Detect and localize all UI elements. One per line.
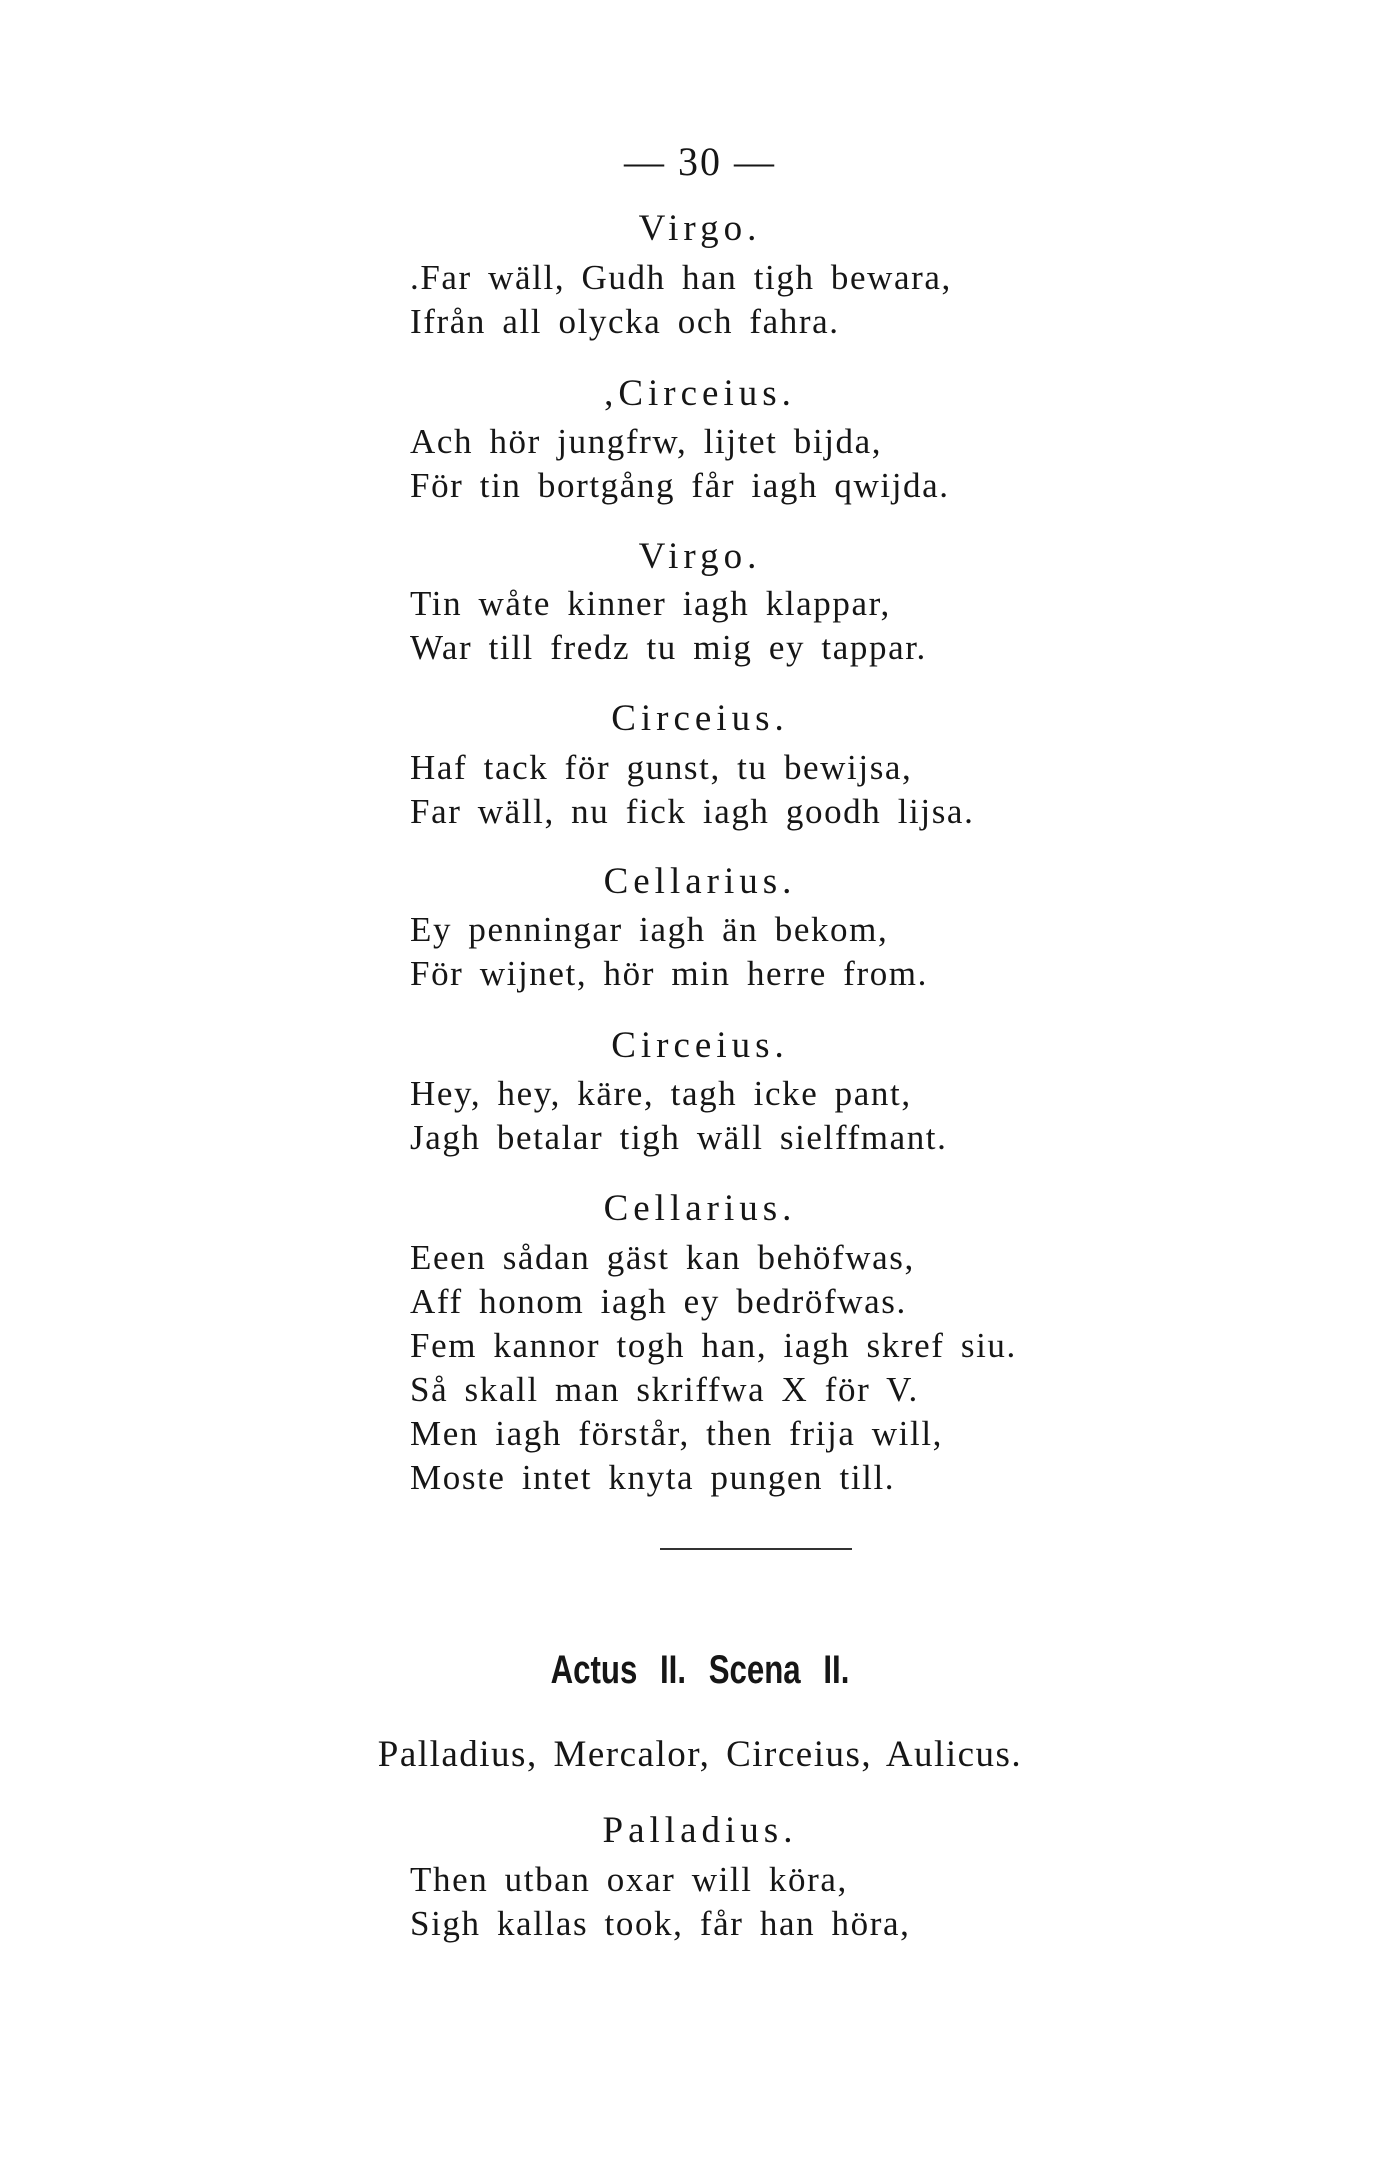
speaker-name: Virgo. xyxy=(638,208,762,249)
verse-block xyxy=(410,1072,1310,1160)
verse-line: Men iagh förstår, then frija will, xyxy=(410,1414,944,1453)
verse-line: Tin wåte kinner iagh klappar, xyxy=(410,584,891,623)
verse-line: För wijnet, hör min herre from. xyxy=(410,954,928,993)
speaker-name: ,Circeius. xyxy=(604,373,796,414)
speaker-name: Cellarius. xyxy=(603,1188,797,1229)
verse-line: Jagh betalar tigh wäll sielffmant. xyxy=(410,1118,948,1157)
speaker-name: Circeius. xyxy=(611,698,789,739)
verse-block xyxy=(410,908,1310,996)
verse-line: Far wäll, nu fick iagh goodh lijsa. xyxy=(410,792,975,831)
verse-line: Ifrån all olycka och fahra. xyxy=(410,302,840,341)
cast-list: Palladius, Mercalor, Circeius, Aulicus. xyxy=(377,1734,1023,1775)
verse-line: Then utban oxar will köra, xyxy=(410,1860,848,1899)
verse-block xyxy=(410,582,1310,670)
scene-heading: Actus II. Scena II. xyxy=(550,1648,850,1692)
verse-line: .Far wäll, Gudh han tigh bewara, xyxy=(410,258,952,297)
speaker-name: Cellarius. xyxy=(603,861,797,902)
verse-line: Aff honom iagh ey bedröfwas. xyxy=(410,1282,907,1321)
verse-block xyxy=(410,256,1310,344)
verse-line: Ey penningar iagh än bekom, xyxy=(410,910,889,949)
verse-line: Hey, hey, käre, tagh icke pant, xyxy=(410,1074,912,1113)
verse-line: Sigh kallas took, får han höra, xyxy=(410,1904,911,1943)
section-divider xyxy=(660,1548,852,1550)
verse-line: Ach hör jungfrw, lijtet bijda, xyxy=(410,422,883,461)
verse-block xyxy=(410,746,1310,834)
verse-line: Haf tack för gunst, tu bewijsa, xyxy=(410,748,913,787)
speaker-name: Palladius. xyxy=(602,1810,798,1851)
verse-block xyxy=(410,1858,1310,1946)
verse-line: War till fredz tu mig ey tappar. xyxy=(410,628,927,667)
verse-line: Eeen sådan gäst kan behöfwas, xyxy=(410,1238,915,1277)
verse-line: Fem kannor togh han, iagh skref siu. xyxy=(410,1326,1017,1365)
verse-block xyxy=(410,420,1310,508)
verse-line: Så skall man skriffwa X för V. xyxy=(410,1370,919,1409)
speaker-name: Virgo. xyxy=(638,536,762,577)
speaker-name: Circeius. xyxy=(611,1025,789,1066)
verse-block xyxy=(410,1236,1310,1500)
verse-line: Moste intet knyta pungen till. xyxy=(410,1458,896,1497)
verse-line: För tin bortgång får iagh qwijda. xyxy=(410,466,950,505)
page-number: — 30 — xyxy=(624,139,776,184)
